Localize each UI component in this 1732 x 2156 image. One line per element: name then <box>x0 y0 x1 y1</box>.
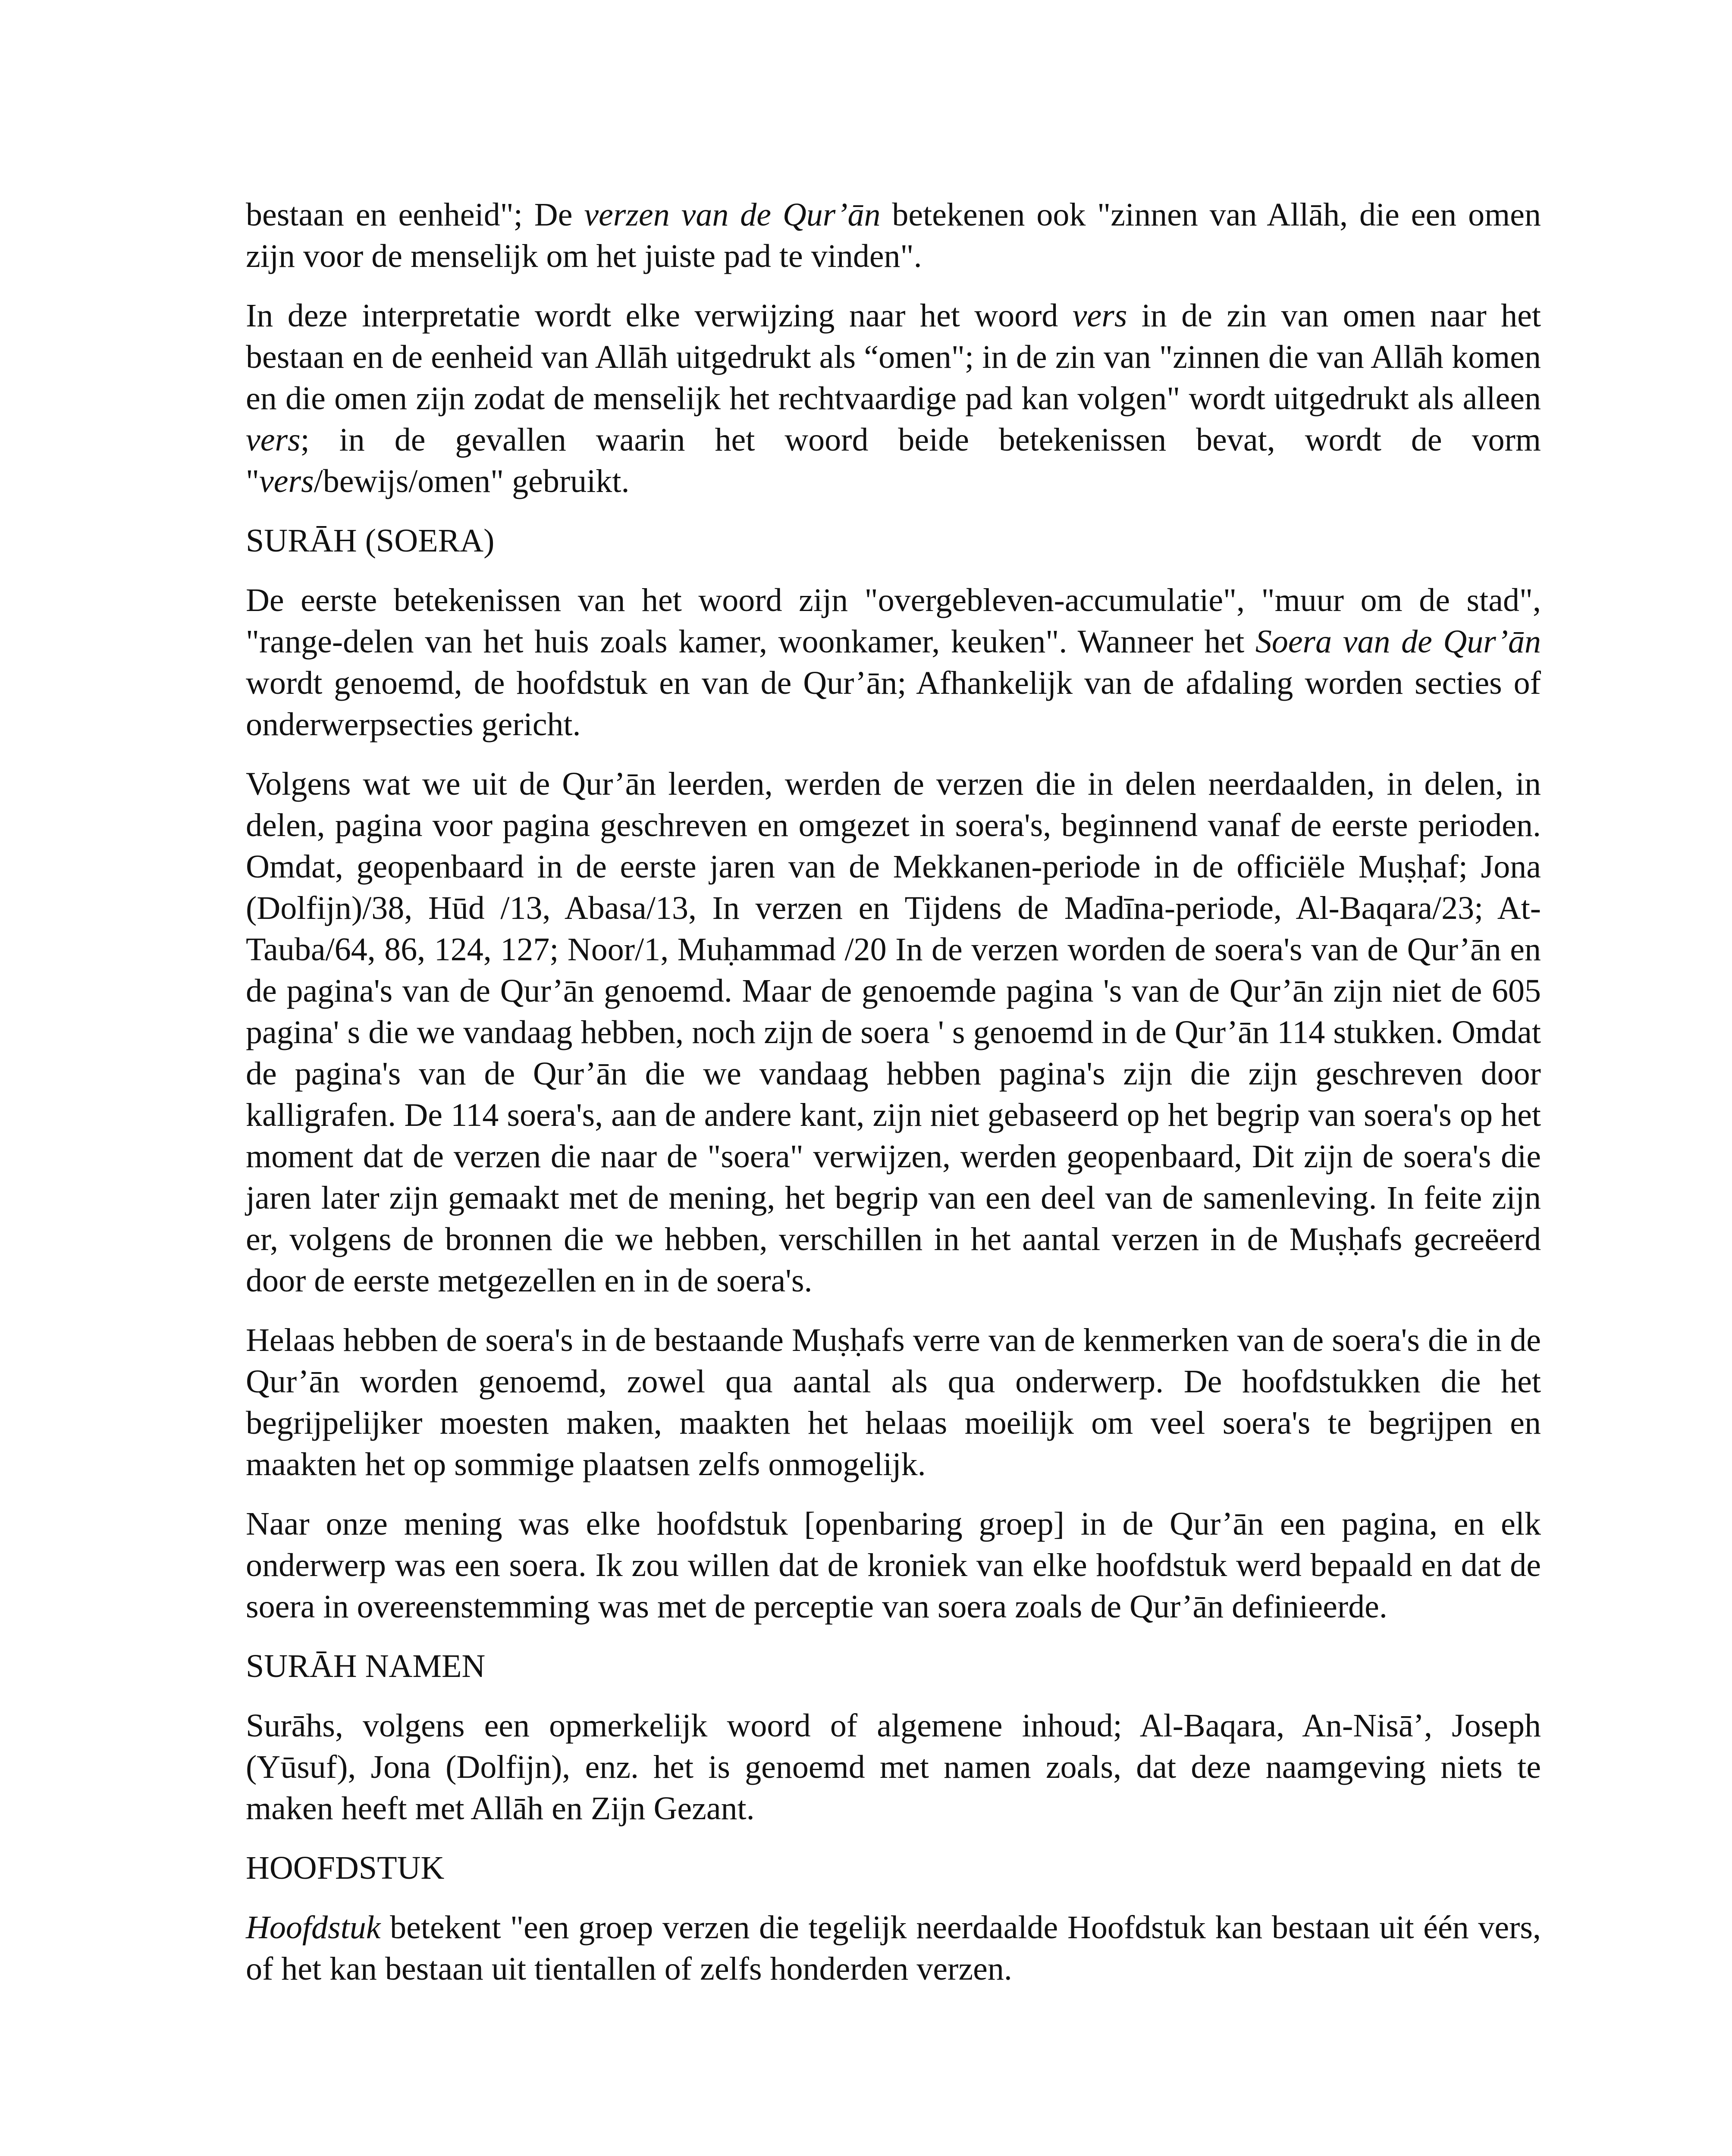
italic-term: vers <box>246 422 301 458</box>
section-heading: HOOFDSTUK <box>246 1850 445 1886</box>
text-run: ; in de gevallen waarin het woord beide betekenissen bevat, wordt de vorm " <box>246 422 1541 499</box>
body-paragraph <box>246 1319 1541 1485</box>
body-paragraph <box>246 194 1541 277</box>
italic-term: Soera van de Qur’ān <box>1255 624 1541 660</box>
body-paragraph <box>246 1503 1541 1627</box>
text-run: betekenen ook "zinnen van Allāh, die een omen zijn voor de menselijk om het juiste pad te vinden". <box>246 197 1541 274</box>
section-heading: SURĀH NAMEN <box>246 1648 486 1684</box>
text-run: betekent "een groep verzen die tegelijk neerdaalde Hoofdstuk kan bestaan uit één vers, of het kan bestaan uit tientallen of zelfs honderden verzen. <box>246 1909 1541 1987</box>
text-run: Surāhs, volgens een opmerkelijk woord of algemene inhoud; Al-Baqara, An-Nisā’, Joseph (Yūsuf), Jona (Dolfijn), enz. het is genoemd met namen zoals, dat deze naamgeving niets te maken heeft met Allāh en Zijn Gezant. <box>246 1708 1541 1827</box>
text-run: Helaas hebben de soera's in de bestaande Muṣḥafs verre van de kenmerken van de soera's die in de Qur’ān worden genoemd, zowel qua aantal als qua onderwerp. De hoofdstukken die het begrijpelijker moesten maken, maakten het helaas moeilijk om veel soera's te begrijpen en maakten het op sommige plaatsen zelfs onmogelijk. <box>246 1322 1541 1482</box>
italic-term: vers <box>259 463 314 499</box>
body-paragraph <box>246 580 1541 745</box>
text-run: Naar onze mening was elke hoofdstuk [openbaring groep] in de Qur’ān een pagina, en elk onderwerp was een soera. Ik zou willen dat de kroniek van elke hoofdstuk werd bepaald en dat de soera in overeenstemming was met de perceptie van soera zoals de Qur’ān definieerde. <box>246 1506 1541 1625</box>
body-paragraph <box>246 1907 1541 1990</box>
text-run: bestaan en eenheid"; De <box>246 197 584 233</box>
body-text-column <box>246 194 1541 2008</box>
italic-term: Hoofdstuk <box>246 1909 381 1946</box>
italic-term: verzen van de Qur’ān <box>584 197 881 233</box>
text-run: wordt genoemd, de hoofdstuk en van de Qur’ān; Afhankelijk van de afdaling worden secties of onderwerpsecties gericht. <box>246 665 1541 743</box>
text-run: De eerste betekenissen van het woord zijn "overgebleven-accumulatie", "muur om de stad", "range-delen van het huis zoals kamer, woonkamer, keuken". Wanneer het <box>246 582 1541 660</box>
text-run: /bewijs/omen" gebruikt. <box>314 463 630 499</box>
text-run: in de zin van omen naar het bestaan en de eenheid van Allāh uitgedrukt als “omen"; in de zin van "zinnen die van Allāh komen en die omen zijn zodat de menselijk het rechtvaardige pad kan volgen" wordt uitgedrukt als alleen <box>246 298 1541 417</box>
text-run: In deze interpretatie wordt elke verwijzing naar het woord <box>246 298 1073 334</box>
text-run: Volgens wat we uit de Qur’ān leerden, werden de verzen die in delen neerdaalden, in delen, in delen, pagina voor pagina geschreven en omgezet in soera's, beginnend vanaf de eerste perioden. Omdat, geopenbaard in de eerste jaren van de Mekkanen-periode in de officiële Muṣḥaf; Jona (Dolfijn)/38, Hūd /13, Abasa/13, In verzen en Tijdens de Madīna-periode, Al-Baqara/23; At-Tauba/64, 86, 124, 127; Noor/1, Muḥammad /20 In de verzen worden de soera's van de Qur’ān en de pagina's van de Qur’ān genoemd. Maar de genoemde pagina 's van de Qur’ān zijn niet de 605 pagina' s die we vandaag hebben, noch zijn de soera ' s genoemd in de Qur’ān 114 stukken. Omdat de pagina's van de Qur’ān die we vandaag hebben pagina's zijn die zijn geschreven door kalligrafen. De 114 soera's, aan de andere kant, zijn niet gebaseerd op het begrip van soera's op het moment dat de verzen die naar de "soera" verwijzen, werden geopenbaard, Dit zijn de soera's die jaren later zijn gemaakt met de mening, het begrip van een deel van de samenleving. In feite zijn er, volgens de bronnen die we hebben, verschillen in het aantal verzen in de Muṣḥafs gecreëerd door de eerste metgezellen en in de soera's. <box>246 766 1541 1299</box>
body-paragraph <box>246 295 1541 502</box>
body-paragraph <box>246 763 1541 1301</box>
body-paragraph <box>246 1705 1541 1829</box>
italic-term: vers <box>1072 298 1127 334</box>
section-heading: SURĀH (SOERA) <box>246 523 495 559</box>
